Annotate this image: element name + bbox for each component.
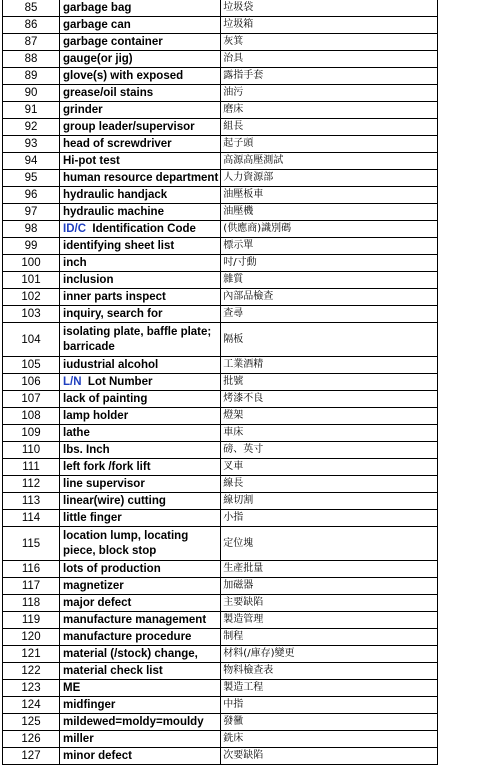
english-term-cell: inch: [60, 255, 221, 272]
table-row: [3, 391, 438, 408]
table-row: [3, 459, 438, 476]
english-term-cell: hydraulic handjack: [60, 187, 221, 204]
row-number-cell: 106: [3, 374, 60, 391]
table-row: [3, 697, 438, 714]
row-number-cell: 123: [3, 680, 60, 697]
table-row: [3, 170, 438, 187]
english-term-cell: head of screwdriver: [60, 136, 221, 153]
chinese-term-cell: 次要缺陷: [221, 748, 438, 765]
glossary-table: [2, 0, 438, 765]
table-row: [3, 561, 438, 578]
table-row: [3, 663, 438, 680]
english-term-cell: manufacture management: [60, 612, 221, 629]
row-number-cell: 91: [3, 102, 60, 119]
table-row: [3, 527, 438, 561]
english-term-cell: midfinger: [60, 697, 221, 714]
english-term-cell: lack of painting: [60, 391, 221, 408]
english-term-cell: glove(s) with exposed: [60, 68, 221, 85]
row-number-cell: 115: [3, 527, 60, 561]
row-number-cell: 100: [3, 255, 60, 272]
chinese-term-cell: 加磁器: [221, 578, 438, 595]
table-row: [3, 493, 438, 510]
row-number-cell: 105: [3, 357, 60, 374]
english-term-cell: lathe: [60, 425, 221, 442]
table-row: [3, 510, 438, 527]
english-term-cell: identifying sheet list: [60, 238, 221, 255]
row-number-cell: 102: [3, 289, 60, 306]
chinese-term-cell: 油污: [221, 85, 438, 102]
row-number-cell: 94: [3, 153, 60, 170]
chinese-term-cell: 制程: [221, 629, 438, 646]
chinese-term-cell: 批號: [221, 374, 438, 391]
row-number-cell: 88: [3, 51, 60, 68]
english-term-cell: mildewed=moldy=mouldy: [60, 714, 221, 731]
english-term-cell: Hi-pot test: [60, 153, 221, 170]
chinese-term-cell: 生產批量: [221, 561, 438, 578]
row-number-cell: 118: [3, 595, 60, 612]
english-term-cell: left fork /fork lift: [60, 459, 221, 476]
row-number-cell: 90: [3, 85, 60, 102]
english-term-cell: grease/oil stains: [60, 85, 221, 102]
table-row: [3, 272, 438, 289]
chinese-term-cell: 起子頭: [221, 136, 438, 153]
chinese-term-cell: 雜質: [221, 272, 438, 289]
row-number-cell: 126: [3, 731, 60, 748]
chinese-term-cell: 治具: [221, 51, 438, 68]
chinese-term-cell: 中指: [221, 697, 438, 714]
english-term-cell: inquiry, search for: [60, 306, 221, 323]
english-term-cell: linear(wire) cutting: [60, 493, 221, 510]
english-term-cell: group leader/supervisor: [60, 119, 221, 136]
row-number-cell: 110: [3, 442, 60, 459]
table-row: [3, 306, 438, 323]
table-row: [3, 595, 438, 612]
table-row: [3, 255, 438, 272]
row-number-cell: 104: [3, 323, 60, 357]
english-term-cell: manufacture procedure: [60, 629, 221, 646]
glossary-table-body: [3, 0, 438, 765]
row-number-cell: 93: [3, 136, 60, 153]
row-number-cell: 95: [3, 170, 60, 187]
chinese-term-cell: 人力資源部: [221, 170, 438, 187]
row-number-cell: 116: [3, 561, 60, 578]
english-term-cell: lamp holder: [60, 408, 221, 425]
table-row: [3, 425, 438, 442]
chinese-term-cell: 製造工程: [221, 680, 438, 697]
english-term-cell: line supervisor: [60, 476, 221, 493]
row-number-cell: 101: [3, 272, 60, 289]
english-term-cell: inner parts inspect: [60, 289, 221, 306]
table-row: [3, 731, 438, 748]
row-number-cell: 112: [3, 476, 60, 493]
chinese-term-cell: 垃圾箱: [221, 17, 438, 34]
chinese-term-cell: 高源高壓測試: [221, 153, 438, 170]
english-term-cell: garbage can: [60, 17, 221, 34]
table-row: [3, 646, 438, 663]
row-number-cell: 103: [3, 306, 60, 323]
row-number-cell: 127: [3, 748, 60, 765]
english-term-cell: ME: [60, 680, 221, 697]
chinese-term-cell: 油壓機: [221, 204, 438, 221]
english-term-cell: human resource department: [60, 170, 221, 187]
chinese-term-cell: 垃圾袋: [221, 0, 438, 17]
table-row: [3, 612, 438, 629]
abbreviation: L/N: [63, 376, 82, 388]
chinese-term-cell: 組長: [221, 119, 438, 136]
row-number-cell: 111: [3, 459, 60, 476]
english-term-cell: hydraulic machine: [60, 204, 221, 221]
chinese-term-cell: 小指: [221, 510, 438, 527]
chinese-term-cell: 燈架: [221, 408, 438, 425]
english-term-cell: minor defect: [60, 748, 221, 765]
english-term-cell: [60, 374, 221, 391]
chinese-term-cell: 銑床: [221, 731, 438, 748]
row-number-cell: 87: [3, 34, 60, 51]
row-number-cell: 107: [3, 391, 60, 408]
english-term: Identification Code: [92, 223, 196, 235]
row-number-cell: 119: [3, 612, 60, 629]
row-number-cell: 120: [3, 629, 60, 646]
chinese-term-cell: 內部品檢查: [221, 289, 438, 306]
table-row: [3, 238, 438, 255]
table-row: [3, 0, 438, 17]
english-term-cell: inclusion: [60, 272, 221, 289]
english-term-cell: garbage container: [60, 34, 221, 51]
chinese-term-cell: (供應商)識別碼: [221, 221, 438, 238]
chinese-term-cell: 物料檢查表: [221, 663, 438, 680]
table-row: [3, 357, 438, 374]
abbreviation: ID/C: [63, 223, 86, 235]
table-row: [3, 289, 438, 306]
english-term-cell: garbage bag: [60, 0, 221, 17]
row-number-cell: 122: [3, 663, 60, 680]
chinese-term-cell: 車床: [221, 425, 438, 442]
chinese-term-cell: 磨床: [221, 102, 438, 119]
table-row: [3, 34, 438, 51]
chinese-term-cell: 製造管理: [221, 612, 438, 629]
table-row: [3, 629, 438, 646]
table-row: [3, 578, 438, 595]
table-row: [3, 85, 438, 102]
table-row: [3, 408, 438, 425]
row-number-cell: 89: [3, 68, 60, 85]
chinese-term-cell: 線切割: [221, 493, 438, 510]
table-row: [3, 476, 438, 493]
english-term-cell: lots of production: [60, 561, 221, 578]
english-term-cell: magnetizer: [60, 578, 221, 595]
row-number-cell: 124: [3, 697, 60, 714]
table-row: [3, 51, 438, 68]
row-number-cell: 121: [3, 646, 60, 663]
table-row: [3, 221, 438, 238]
row-number-cell: 117: [3, 578, 60, 595]
row-number-cell: 96: [3, 187, 60, 204]
table-row: [3, 136, 438, 153]
row-number-cell: 92: [3, 119, 60, 136]
table-row: [3, 374, 438, 391]
table-row: [3, 102, 438, 119]
row-number-cell: 109: [3, 425, 60, 442]
chinese-term-cell: 烤漆不良: [221, 391, 438, 408]
row-number-cell: 113: [3, 493, 60, 510]
table-row: [3, 68, 438, 85]
chinese-term-cell: 灰箕: [221, 34, 438, 51]
table-row: [3, 187, 438, 204]
chinese-term-cell: 定位塊: [221, 527, 438, 561]
chinese-term-cell: 查尋: [221, 306, 438, 323]
english-term-cell: location lump, locating piece, block stop: [60, 527, 221, 561]
english-term-cell: [60, 221, 221, 238]
row-number-cell: 108: [3, 408, 60, 425]
table-row: [3, 680, 438, 697]
english-term-cell: iudustrial alcohol: [60, 357, 221, 374]
english-term-cell: grinder: [60, 102, 221, 119]
english-term-cell: isolating plate, baffle plate; barricade: [60, 323, 221, 357]
chinese-term-cell: 磅、英寸: [221, 442, 438, 459]
row-number-cell: 98: [3, 221, 60, 238]
english-term-cell: material (/stock) change,: [60, 646, 221, 663]
chinese-term-cell: 隔板: [221, 323, 438, 357]
table-row: [3, 323, 438, 357]
row-number-cell: 125: [3, 714, 60, 731]
english-term-cell: lbs. Inch: [60, 442, 221, 459]
table-row: [3, 442, 438, 459]
row-number-cell: 85: [3, 0, 60, 17]
row-number-cell: 97: [3, 204, 60, 221]
chinese-term-cell: 線長: [221, 476, 438, 493]
english-term: Lot Number: [87, 376, 153, 388]
english-term-cell: miller: [60, 731, 221, 748]
row-number-cell: 114: [3, 510, 60, 527]
table-row: [3, 204, 438, 221]
table-row: [3, 748, 438, 765]
chinese-term-cell: 工業酒精: [221, 357, 438, 374]
english-term-cell: major defect: [60, 595, 221, 612]
chinese-term-cell: 油壓板車: [221, 187, 438, 204]
table-row: [3, 17, 438, 34]
chinese-term-cell: 發黴: [221, 714, 438, 731]
table-row: [3, 153, 438, 170]
chinese-term-cell: 標示單: [221, 238, 438, 255]
table-row: [3, 714, 438, 731]
english-term-cell: gauge(or jig): [60, 51, 221, 68]
row-number-cell: 99: [3, 238, 60, 255]
english-term-cell: material check list: [60, 663, 221, 680]
chinese-term-cell: 吋/寸動: [221, 255, 438, 272]
english-term-cell: little finger: [60, 510, 221, 527]
chinese-term-cell: 露指手套: [221, 68, 438, 85]
row-number-cell: 86: [3, 17, 60, 34]
table-row: [3, 119, 438, 136]
chinese-term-cell: 叉車: [221, 459, 438, 476]
chinese-term-cell: 主要缺陷: [221, 595, 438, 612]
chinese-term-cell: 材料(/庫存)變更: [221, 646, 438, 663]
